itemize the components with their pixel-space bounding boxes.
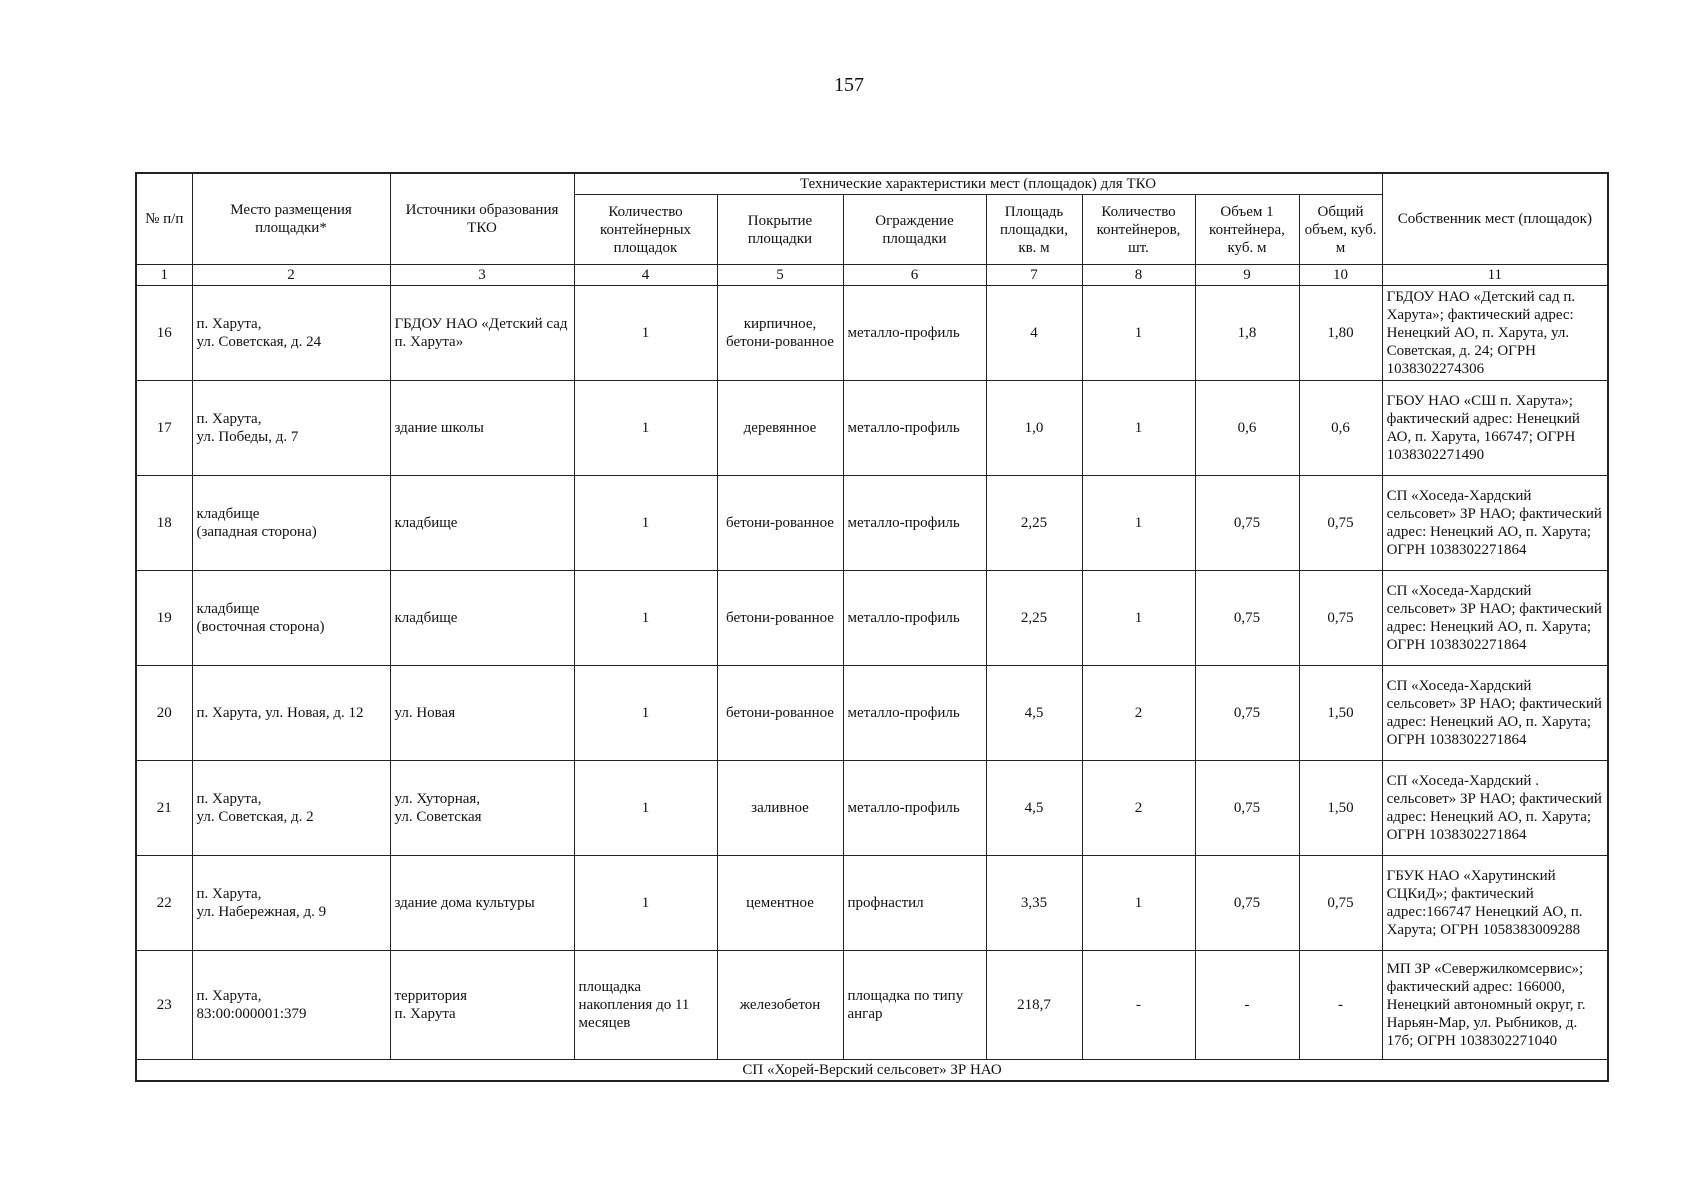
cell-fence: металло-профиль — [843, 666, 986, 761]
cell-sites-count: 1 — [574, 286, 717, 381]
column-number: 9 — [1195, 265, 1299, 286]
cell-location: п. Харута, ул. Победы, д. 7 — [192, 381, 390, 476]
header-tech-group: Технические характеристики мест (площадок) для ТКО — [574, 173, 1382, 195]
header-sites-count: Количество контейнерных площадок — [574, 195, 717, 265]
cell-sources: ул. Новая — [390, 666, 574, 761]
cell-sources: здание школы — [390, 381, 574, 476]
column-number: 4 — [574, 265, 717, 286]
column-number: 3 — [390, 265, 574, 286]
cell-volume-total: - — [1299, 951, 1382, 1060]
cell-sources: ГБДОУ НАО «Детский сад п. Харута» — [390, 286, 574, 381]
column-number: 10 — [1299, 265, 1382, 286]
cell-surface: бетони-рованное — [717, 571, 843, 666]
cell-surface: кирпичное, бетони-рованное — [717, 286, 843, 381]
column-number: 1 — [136, 265, 192, 286]
table-row — [136, 381, 1608, 476]
header-location: Место размещения площадки* — [192, 173, 390, 265]
cell-containers: - — [1082, 951, 1195, 1060]
cell-volume-one: 1,8 — [1195, 286, 1299, 381]
cell-location: п. Харута, ул. Набережная, д. 9 — [192, 856, 390, 951]
column-numbers-row — [136, 265, 1608, 286]
table-row — [136, 286, 1608, 381]
cell-owner: ГБУК НАО «Харутинский СЦКиД»; фактический адрес:166747 Ненецкий АО, п. Харута; ОГРН 1058383009288 — [1382, 856, 1608, 951]
cell-owner: ГБДОУ НАО «Детский сад п. Харута»; фактический адрес: Ненецкий АО, п. Харута, ул. Советская, д. 24; ОГРН 1038302274306 — [1382, 286, 1608, 381]
cell-fence: металло-профиль — [843, 286, 986, 381]
cell-location: п. Харута, ул. Советская, д. 2 — [192, 761, 390, 856]
cell-fence: металло-профиль — [843, 476, 986, 571]
cell-num: 16 — [136, 286, 192, 381]
header-sources: Источники образования ТКО — [390, 173, 574, 265]
header-surface: Покрытие площадки — [717, 195, 843, 265]
cell-volume-total: 1,50 — [1299, 761, 1382, 856]
cell-volume-total: 0,6 — [1299, 381, 1382, 476]
column-number: 7 — [986, 265, 1082, 286]
cell-sources: здание дома культуры — [390, 856, 574, 951]
section-title: СП «Хорей-Верский сельсовет» ЗР НАО — [136, 1060, 1608, 1082]
cell-volume-one: 0,6 — [1195, 381, 1299, 476]
column-number: 6 — [843, 265, 986, 286]
cell-owner: СП «Хоседа-Хардский сельсовет» ЗР НАО; фактический адрес: Ненецкий АО, п. Харута; ОГРН 1038302271864 — [1382, 666, 1608, 761]
cell-containers: 1 — [1082, 476, 1195, 571]
cell-fence: металло-профиль — [843, 381, 986, 476]
cell-volume-one: - — [1195, 951, 1299, 1060]
column-number: 5 — [717, 265, 843, 286]
cell-sources: территория п. Харута — [390, 951, 574, 1060]
cell-fence: металло-профиль — [843, 761, 986, 856]
cell-sources: кладбище — [390, 571, 574, 666]
header-volume-total: Общий объем, куб. м — [1299, 195, 1382, 265]
header-volume-one: Объем 1 контейнера, куб. м — [1195, 195, 1299, 265]
cell-containers: 1 — [1082, 381, 1195, 476]
cell-sites-count: 1 — [574, 381, 717, 476]
cell-fence: профнастил — [843, 856, 986, 951]
cell-sources: кладбище — [390, 476, 574, 571]
cell-volume-one: 0,75 — [1195, 476, 1299, 571]
cell-num: 17 — [136, 381, 192, 476]
cell-num: 20 — [136, 666, 192, 761]
cell-sites-count: 1 — [574, 761, 717, 856]
cell-volume-one: 0,75 — [1195, 761, 1299, 856]
cell-location: п. Харута, 83:00:000001:379 — [192, 951, 390, 1060]
table-row — [136, 856, 1608, 951]
table-row — [136, 476, 1608, 571]
cell-area: 2,25 — [986, 571, 1082, 666]
cell-area: 1,0 — [986, 381, 1082, 476]
column-number: 11 — [1382, 265, 1608, 286]
header-owner: Собственник мест (площадок) — [1382, 173, 1608, 265]
cell-containers: 1 — [1082, 856, 1195, 951]
cell-surface: бетони-рованное — [717, 666, 843, 761]
cell-location: кладбище (западная сторона) — [192, 476, 390, 571]
cell-surface: заливное — [717, 761, 843, 856]
cell-volume-one: 0,75 — [1195, 856, 1299, 951]
cell-owner: СП «Хоседа-Хардский . сельсовет» ЗР НАО; фактический адрес: Ненецкий АО, п. Харута; ОГРН 1038302271864 — [1382, 761, 1608, 856]
cell-volume-total: 0,75 — [1299, 856, 1382, 951]
table-row — [136, 951, 1608, 1060]
cell-sites-count: 1 — [574, 571, 717, 666]
cell-sites-count: площадка накопления до 11 месяцев — [574, 951, 717, 1060]
cell-containers: 2 — [1082, 666, 1195, 761]
cell-num: 18 — [136, 476, 192, 571]
cell-area: 218,7 — [986, 951, 1082, 1060]
cell-surface: железобетон — [717, 951, 843, 1060]
cell-containers: 1 — [1082, 286, 1195, 381]
column-number: 8 — [1082, 265, 1195, 286]
table-body — [136, 286, 1608, 1060]
table-row — [136, 571, 1608, 666]
cell-sources: ул. Хуторная, ул. Советская — [390, 761, 574, 856]
cell-volume-total: 1,80 — [1299, 286, 1382, 381]
column-number: 2 — [192, 265, 390, 286]
cell-owner: ГБОУ НАО «СШ п. Харута»; фактический адрес: Ненецкий АО, п. Харута, 166747; ОГРН 1038302271490 — [1382, 381, 1608, 476]
cell-volume-one: 0,75 — [1195, 571, 1299, 666]
cell-num: 22 — [136, 856, 192, 951]
cell-area: 4 — [986, 286, 1082, 381]
cell-owner: СП «Хоседа-Хардский сельсовет» ЗР НАО; фактический адрес: Ненецкий АО, п. Харута; ОГРН 1038302271864 — [1382, 476, 1608, 571]
cell-surface: бетони-рованное — [717, 476, 843, 571]
cell-fence: металло-профиль — [843, 571, 986, 666]
cell-location: п. Харута, ул. Новая, д. 12 — [192, 666, 390, 761]
cell-containers: 2 — [1082, 761, 1195, 856]
cell-sites-count: 1 — [574, 856, 717, 951]
section-row — [136, 1060, 1608, 1082]
cell-sites-count: 1 — [574, 476, 717, 571]
table-row — [136, 761, 1608, 856]
cell-area: 3,35 — [986, 856, 1082, 951]
waste-sites-table — [135, 172, 1609, 1082]
cell-surface: цементное — [717, 856, 843, 951]
header-num: № п/п — [136, 173, 192, 265]
cell-owner: МП ЗР «Севержилкомсервис»; фактический адрес: 166000, Ненецкий автономный округ, г. Нарьян-Мар, ул. Рыбников, д. 17б; ОГРН 1038302271040 — [1382, 951, 1608, 1060]
table-row — [136, 666, 1608, 761]
page-number: 157 — [834, 74, 864, 96]
cell-volume-total: 0,75 — [1299, 571, 1382, 666]
header-fence: Ограждение площадки — [843, 195, 986, 265]
cell-location: п. Харута, ул. Советская, д. 24 — [192, 286, 390, 381]
cell-surface: деревянное — [717, 381, 843, 476]
cell-area: 4,5 — [986, 761, 1082, 856]
cell-owner: СП «Хоседа-Хардский сельсовет» ЗР НАО; фактический адрес: Ненецкий АО, п. Харута; ОГРН 1038302271864 — [1382, 571, 1608, 666]
cell-num: 21 — [136, 761, 192, 856]
header-row-top — [136, 173, 1608, 195]
cell-area: 2,25 — [986, 476, 1082, 571]
cell-num: 19 — [136, 571, 192, 666]
header-containers: Количество контейнеров, шт. — [1082, 195, 1195, 265]
cell-fence: площадка по типу ангар — [843, 951, 986, 1060]
cell-volume-total: 0,75 — [1299, 476, 1382, 571]
cell-location: кладбище (восточная сторона) — [192, 571, 390, 666]
header-area: Площадь площадки, кв. м — [986, 195, 1082, 265]
cell-volume-one: 0,75 — [1195, 666, 1299, 761]
cell-volume-total: 1,50 — [1299, 666, 1382, 761]
cell-num: 23 — [136, 951, 192, 1060]
cell-containers: 1 — [1082, 571, 1195, 666]
cell-sites-count: 1 — [574, 666, 717, 761]
cell-area: 4,5 — [986, 666, 1082, 761]
